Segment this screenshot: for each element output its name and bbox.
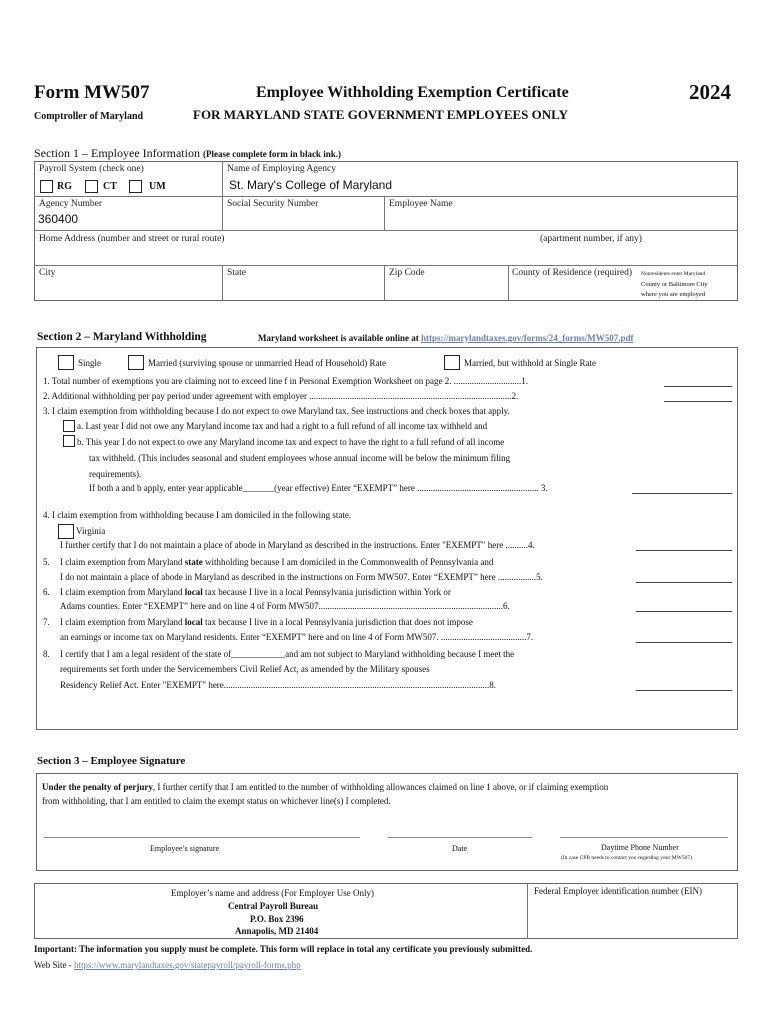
single-label: Single: [78, 358, 102, 368]
line7-text: I claim exemption from Maryland local tax because I live in a local Pennsylvania jurisdiction that does not impose: [60, 617, 473, 627]
form-number: Form MW507: [34, 82, 150, 103]
line8-field[interactable]: [636, 690, 732, 691]
county-note-2: County or Baltimore City: [641, 281, 708, 288]
section3-heading: Section 3 – Employee Signature: [37, 755, 186, 767]
section2-heading: Section 2 – Maryland Withholding: [37, 331, 207, 343]
married-label: Married (surviving spouse or unmarried Head of Household) Rate: [148, 358, 386, 368]
payroll-um-checkbox[interactable]: [129, 180, 142, 193]
line6-field[interactable]: [636, 611, 732, 612]
agency-number-label: Agency Number: [39, 199, 103, 209]
payroll-um-label: UM: [149, 181, 166, 192]
line7-text-2: an earnings or income tax on Maryland residents. Enter “EXEMPT” here and on line 4 of Form MW507. ......................................7.: [60, 632, 534, 642]
form-title: Employee Withholding Exemption Certificate: [256, 84, 569, 101]
line3-text: 3. I claim exemption from withholding because I do not expect to owe Maryland tax. See instructions and check boxes that apply.: [43, 406, 510, 416]
phone-note: (In case CPB needs to contact you regarding your MW507): [561, 855, 692, 861]
form-year: 2024: [689, 80, 731, 104]
agency-name-label: Name of Employing Agency: [227, 164, 336, 174]
county-label: County of Residence (required): [512, 268, 633, 278]
important-note: Important: The information you supply must be complete. This form will replace in total any certificate you previously submitted.: [34, 944, 533, 954]
section1-heading: Section 1 – Employee Information (Please complete form in black ink.): [34, 146, 341, 160]
line4-field[interactable]: [636, 550, 732, 551]
line7-field[interactable]: [636, 642, 732, 643]
single-checkbox[interactable]: [58, 355, 74, 370]
line5-text: I claim exemption from Maryland state withholding because I am domiciled in the Commonwealth of Pennsylvania and: [60, 557, 494, 567]
phone-label: Daytime Phone Number: [601, 843, 679, 852]
website-row: Web Site - https://www.marylandtaxes.gov/statepayroll/payroll-forms.php: [34, 960, 301, 970]
payroll-rg-label: RG: [57, 181, 72, 192]
line6-text: I claim exemption from Maryland local tax because I live in a local Pennsylvania jurisdiction within York or: [60, 587, 451, 597]
line3b-checkbox[interactable]: [63, 435, 75, 447]
date-label: Date: [452, 844, 468, 853]
form-subtitle: FOR MARYLAND STATE GOVERNMENT EMPLOYEES ONLY: [193, 107, 569, 122]
line8-text-3: Residency Relief Act. Enter "EXEMPT" here......................................................................................................................8.: [60, 680, 497, 690]
line8-number: 8.: [43, 649, 50, 659]
line8-text-2: requirements set forth under the Servicemembers Civil Relief Act, as amended by the Military spouses: [60, 664, 430, 674]
zip-label: Zip Code: [389, 268, 425, 278]
home-address-label: Home Address (number and street or rural route): [39, 234, 225, 244]
penalty-text: Under the penalty of perjury, I further certify that I am entitled to the number of withholding allowances claimed on line 1 above, or if claiming exemption: [42, 782, 609, 792]
county-note-3: where you are employed: [641, 291, 706, 298]
employer-label: Employer’s name and address (For Employer Use Only): [171, 888, 375, 898]
date-line[interactable]: [388, 837, 532, 838]
state-label: State: [227, 268, 246, 278]
comptroller-label: Comptroller of Maryland: [34, 111, 144, 122]
worksheet-link[interactable]: https://marylandtaxes.gov/forms/24_forms/MW507.pdf: [421, 333, 634, 343]
married-checkbox[interactable]: [128, 355, 144, 370]
county-note-1: Nonresidents enter Maryland: [641, 271, 706, 277]
virginia-label: Virginia: [76, 526, 106, 536]
ein-label: Federal Employer identification number (EIN): [534, 886, 702, 896]
employer-name: Central Payroll Bureau: [228, 901, 319, 911]
line8-text: I certify that I am a legal resident of the state of____________and am not subject to Maryland withholding because I meet the: [60, 649, 515, 659]
line5-number: 5.: [43, 557, 50, 567]
line3b-text-2: tax withheld. (This includes seasonal and student employees whose annual income will be below the minimum filing: [89, 453, 511, 463]
line3-both-text: If both a and b apply, enter year applicable_______(year effective) Enter “EXEMPT” here ...................................................... 3.: [89, 483, 548, 493]
employee-name-label: Employee Name: [389, 199, 453, 209]
line6-number: 6.: [43, 587, 50, 597]
virginia-checkbox[interactable]: [58, 524, 74, 539]
line1-field[interactable]: [664, 386, 732, 387]
website-link[interactable]: https://www.marylandtaxes.gov/statepayroll/payroll-forms.php: [74, 960, 301, 970]
line3-field[interactable]: [632, 493, 732, 494]
line2-field[interactable]: [664, 401, 732, 402]
line7-number: 7.: [43, 617, 50, 627]
payroll-system-label: Payroll System (check one): [39, 164, 144, 174]
apartment-label: (apartment number, if any): [540, 234, 642, 244]
line3a-checkbox[interactable]: [63, 420, 75, 432]
line3a-text: a. Last year I did not owe any Maryland income tax and had a right to a full refund of all income tax withheld and: [77, 421, 488, 431]
line3b-text-3: requirements).: [89, 469, 142, 479]
married-single-rate-label: Married, but withhold at Single Rate: [464, 358, 596, 368]
signature-line[interactable]: [44, 837, 360, 838]
line4-certify-text: I further certify that I do not maintain a place of abode in Maryland as described in the instructions. Enter "EXEMPT" here ..........4.: [60, 540, 535, 550]
payroll-rg-checkbox[interactable]: [40, 180, 53, 193]
phone-line[interactable]: [560, 837, 728, 838]
line4-text: 4. I claim exemption from withholding because I am domiciled in the following state.: [43, 510, 352, 520]
worksheet-note: Maryland worksheet is available online at https://marylandtaxes.gov/forms/24_forms/MW507.pdf: [258, 333, 634, 343]
line6-text-2: Adams counties. Enter “EXEMPT” here and on line 4 of Form MW507..................................................................................6.: [60, 601, 510, 611]
married-single-rate-checkbox[interactable]: [444, 355, 460, 370]
payroll-ct-label: CT: [103, 181, 117, 192]
employer-city: Annapolis, MD 21404: [235, 926, 319, 936]
line3b-text: b. This year I do not expect to owe any Maryland income tax and expect to have the right to a full refund of all income: [77, 437, 505, 447]
section1-note: (Please complete form in black ink.): [202, 149, 341, 159]
penalty-text-2: from withholding, that I am entitled to claim the exempt status on whichever line(s) I completed.: [42, 796, 391, 806]
agency-name-field[interactable]: St. Mary's College of Maryland: [229, 178, 393, 192]
employer-po-box: P.O. Box 2396: [250, 914, 304, 924]
line2-text: 2. Additional withholding per pay period under agreement with employer ..........................................................................................2.: [43, 391, 519, 401]
agency-number-field[interactable]: 360400: [38, 212, 79, 226]
line5-field[interactable]: [636, 582, 732, 583]
line1-text: 1. Total number of exemptions you are claiming not to exceed line f in Personal Exemption Worksheet on page 2. ..............................1.: [43, 376, 528, 386]
line5-text-2: I do not maintain a place of abode in Maryland as described in the instructions on Form MW507. Enter “EXEMPT” here .................5.: [60, 572, 543, 582]
city-label: City: [39, 268, 56, 278]
signature-label: Employee’s signature: [150, 844, 220, 853]
payroll-ct-checkbox[interactable]: [85, 180, 98, 193]
ssn-label: Social Security Number: [227, 199, 319, 209]
